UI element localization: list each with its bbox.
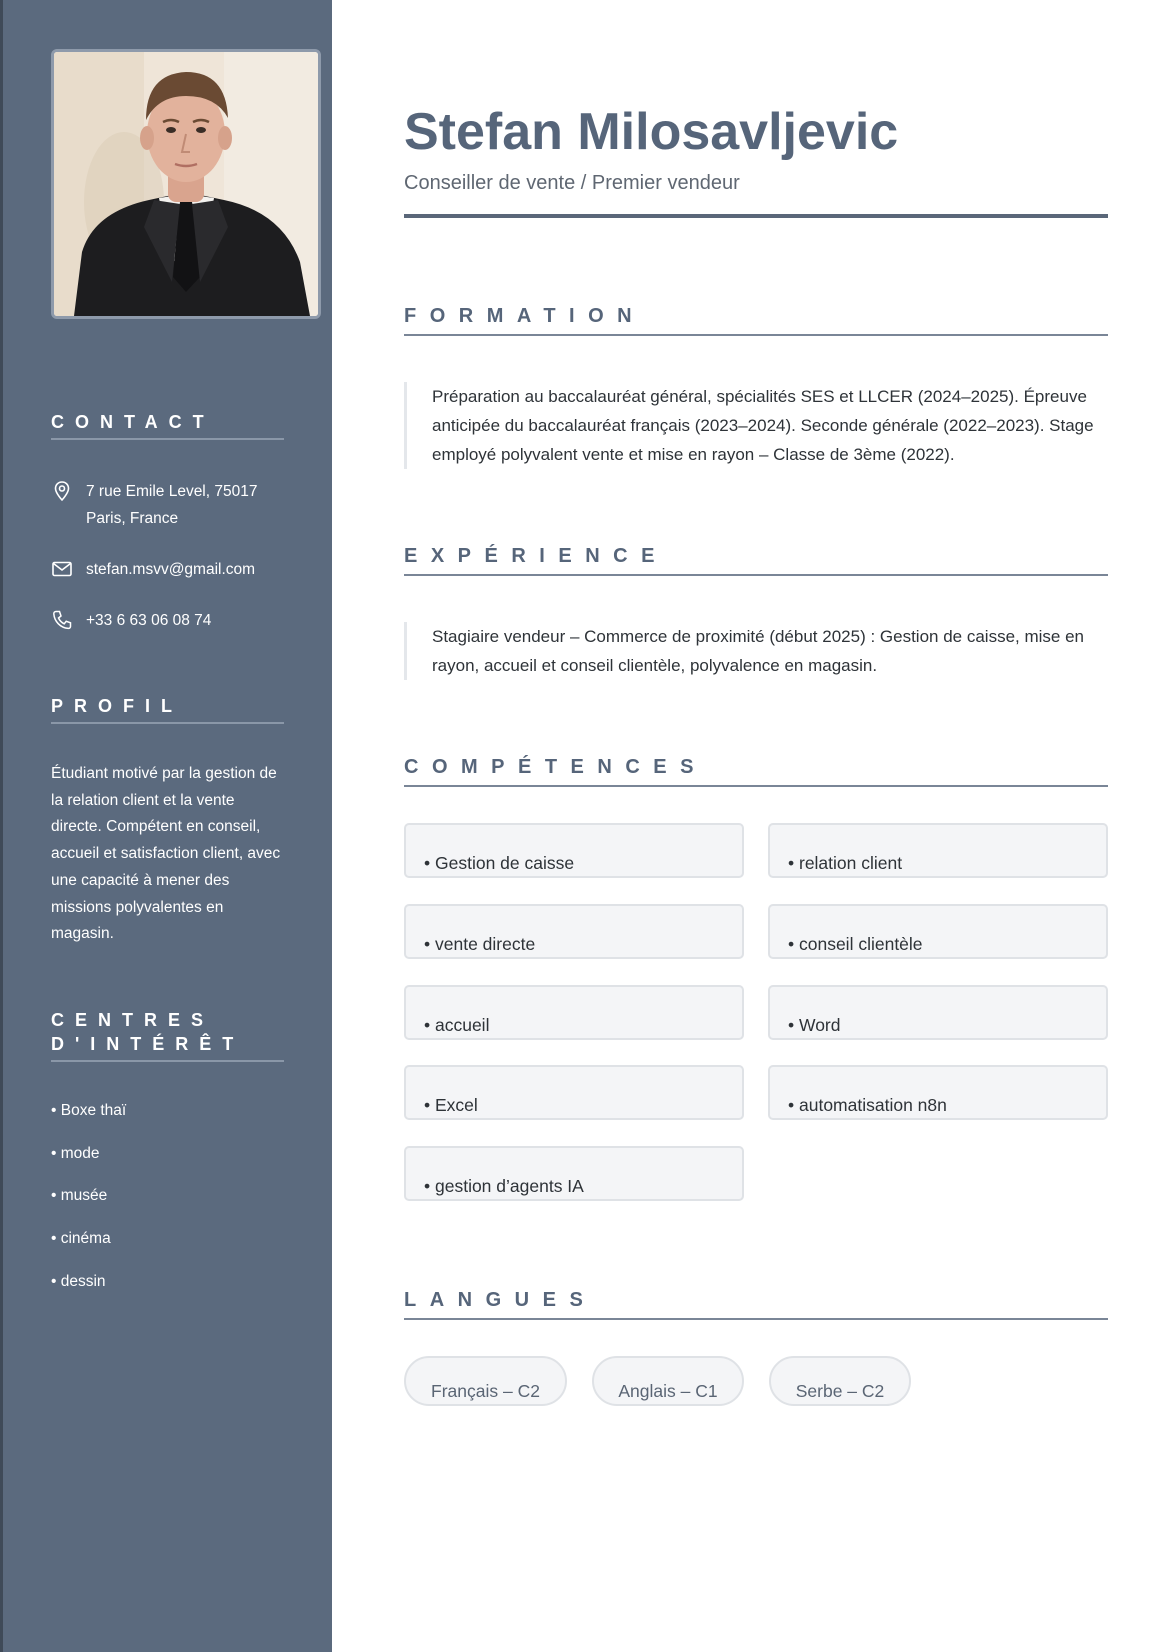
- language-pill: Anglais – C1: [592, 1356, 744, 1406]
- interest-item: • dessin: [51, 1272, 106, 1290]
- address-text: [86, 478, 296, 532]
- skill-chip: • accueil: [404, 985, 744, 1040]
- formation-heading: FORMATION: [404, 303, 1108, 336]
- experience-text: Stagiaire vendeur – Commerce de proximité (début 2025) : Gestion de caisse, mise en rayon, accueil et conseil clientèle, polyvalence en magasin.: [404, 622, 1104, 680]
- sidebar-edge: [0, 0, 3, 1652]
- candidate-name: Stefan Milosavljevic: [404, 103, 899, 161]
- location-pin-icon: [51, 480, 73, 502]
- interests-list: [51, 1098, 126, 1311]
- mail-icon: [51, 558, 73, 580]
- interest-item: • Boxe thaï: [51, 1102, 127, 1119]
- profile-photo: [51, 49, 321, 319]
- email-text[interactable]: stefan.msvv@gmail.com: [86, 561, 256, 578]
- skill-chip: • Gestion de caisse: [404, 823, 744, 878]
- contact-address: [51, 478, 291, 534]
- skill-chip: • relation client: [768, 823, 1108, 878]
- skill-chip: • Word: [768, 985, 1108, 1040]
- skill-chip: • vente directe: [404, 904, 744, 959]
- job-title: Conseiller de vente / Premier vendeur: [404, 172, 740, 194]
- profile-text: Étudiant motivé par la gestion de la relation client et la vente directe. Compétent en conseil, accueil et satisfaction client, avec une capacité à mener des missions polyvalentes en magasin.: [51, 765, 281, 943]
- skill-chip: • Excel: [404, 1065, 744, 1120]
- header-divider: [404, 214, 1108, 218]
- interest-item: • musée: [51, 1187, 108, 1205]
- interest-item: • mode: [51, 1144, 100, 1162]
- contact-heading: CONTACT: [51, 410, 284, 440]
- interests-heading-line-2: D'INTÉRÊT: [51, 1034, 245, 1054]
- profile-heading: PROFIL: [51, 694, 284, 724]
- phone-icon: [51, 609, 73, 631]
- skills-heading: COMPÉTENCES: [404, 754, 1108, 787]
- address-line-2: Paris, France: [86, 510, 179, 527]
- formation-text: Préparation au baccalauréat général, spécialités SES et LLCER (2024–2025). Épreuve anticipée du baccalauréat français (2023–2024). Seconde générale (2022–2023). Stage employé polyvalent vente et mise en rayon – Classe de 3ème (2022).: [404, 382, 1104, 469]
- interests-heading-line-1: CENTRES: [51, 1010, 215, 1030]
- contact-phone[interactable]: [51, 607, 291, 635]
- language-pill: Serbe – C2: [769, 1356, 911, 1406]
- address-line-1: 7 rue Emile Level, 75017: [86, 483, 258, 500]
- sidebar: [0, 0, 332, 1652]
- skill-chip: • gestion d’agents IA: [404, 1146, 744, 1201]
- contact-email[interactable]: [51, 556, 291, 584]
- skill-chip: • conseil clientèle: [768, 904, 1108, 959]
- skill-chip: • automatisation n8n: [768, 1065, 1108, 1120]
- interests-heading: [51, 1008, 284, 1062]
- languages-heading: LANGUES: [404, 1287, 1108, 1320]
- phone-text[interactable]: +33 6 63 06 08 74: [86, 612, 212, 629]
- language-pill: Français – C2: [404, 1356, 567, 1406]
- interest-item: • cinéma: [51, 1230, 111, 1248]
- portrait-photo: [54, 52, 318, 316]
- experience-heading: EXPÉRIENCE: [404, 543, 1108, 576]
